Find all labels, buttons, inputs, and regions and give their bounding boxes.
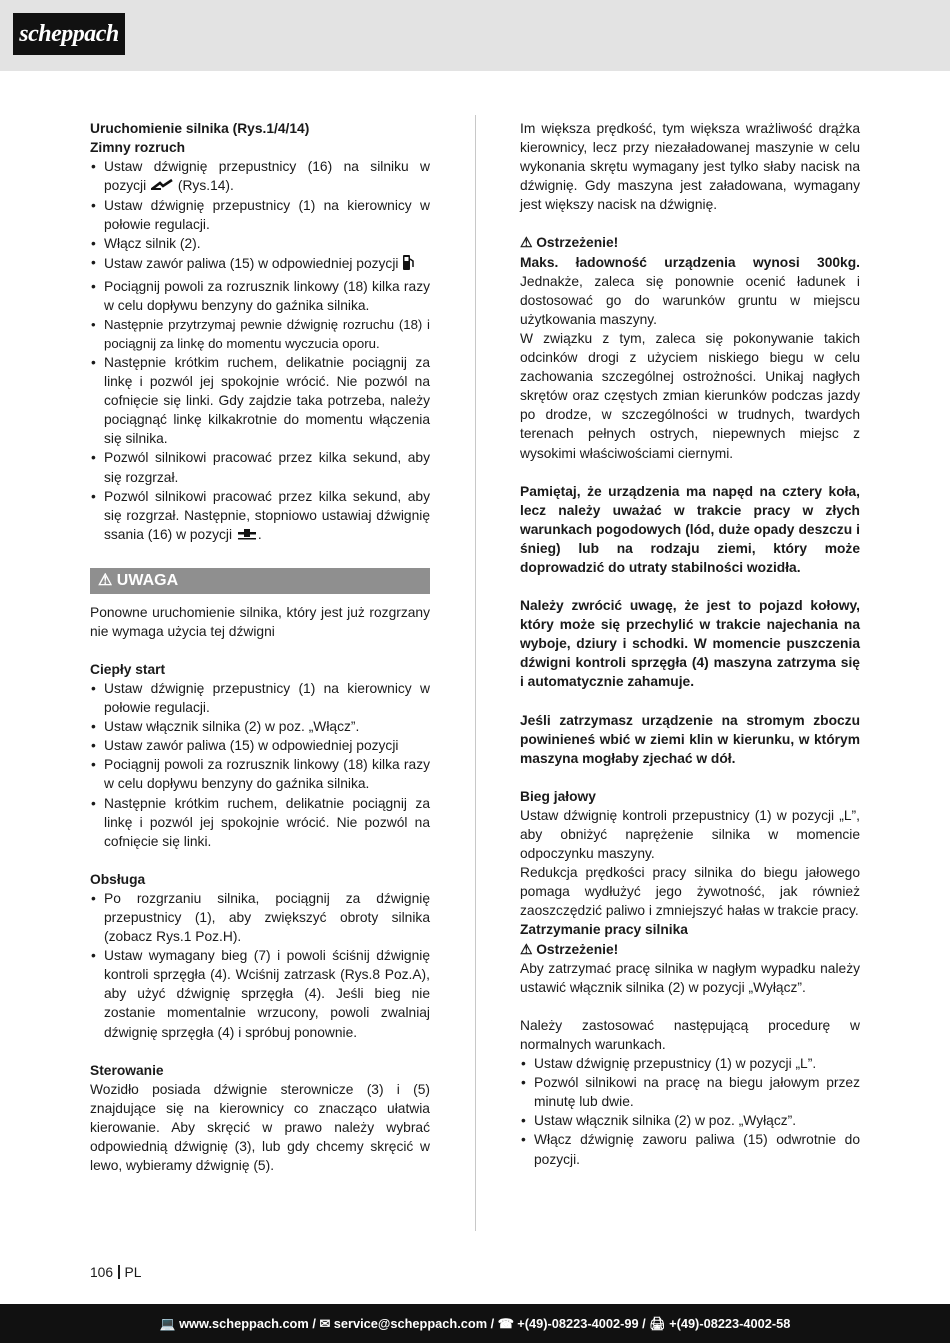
list-item: • Ustaw dźwignię przepustnicy (1) na kierownicy w połowie regulacji. xyxy=(90,196,430,234)
email-link[interactable]: service@scheppach.com xyxy=(333,1316,488,1331)
idle-heading: Bieg jałowy xyxy=(520,788,596,804)
warm-start-list xyxy=(90,679,430,851)
choke-position-icon xyxy=(150,177,174,196)
start-heading: Uruchomienie silnika (Rys.1/4/14) xyxy=(90,121,310,136)
page-header xyxy=(0,0,950,71)
brand-logo: scheppach xyxy=(13,13,125,55)
phone-icon: ☎ xyxy=(497,1316,514,1331)
list-item: • Ustaw wymagany bieg (7) i powoli ściśnij dźwignię kontroli sprzęgła (4). Wciśnij zatrzask (Rys.8 Poz.A), aby użyć dźwignię sprzęgła (4). Jeśli bieg nie zostanie momentalnie wrzucony, powoli zwalniaj dźwignię sprzęgła (4) i spróbuj ponownie. xyxy=(90,946,430,1041)
list-item: • Następnie krótkim ruchem, delikatnie pociągnij za linkę i pozwól jej spokojnie wrócić. Nie pozwól na cofnięcie się linki. xyxy=(90,794,430,851)
spacer xyxy=(520,577,860,596)
list-item: • Ustaw włącznik silnika (2) w poz. „Wyłącz”. xyxy=(520,1111,860,1130)
list-item: • Ustaw zawór paliwa (15) w odpowiedniej pozycji xyxy=(90,253,430,276)
spacer xyxy=(520,214,860,233)
page-separator xyxy=(118,1265,120,1279)
page-footer: 💻 www.scheppach.com / ✉ service@scheppach.com / ☎ +(49)-08223-4002-99 / 🖨 +(49)-08223-4002-58 xyxy=(0,1304,950,1343)
page-number: 106 PL xyxy=(90,1265,142,1280)
list-item: • Następnie przytrzymaj pewnie dźwignię rozruchu (18) i pociągnij za linkę do momentu wyczucia oporu. xyxy=(90,315,430,353)
monitor-icon: 💻 xyxy=(159,1316,176,1331)
list-item: • Pociągnij powoli za rozrusznik linkowy (18) kilka razy w celu dopływu benzyny do gaźnika silnika. xyxy=(90,755,430,793)
list-item: • Po rozgrzaniu silnika, pociągnij za dźwignię przepustnicy (1), aby zwiększyć obroty silnika (zobacz Rys.1 Poz.H). xyxy=(90,889,430,946)
idle-text: Ustaw dźwignię kontroli przepustnicy (1) w pozycji „L”, aby obniżyć naprężenie silnika w momencie odpoczynku maszyny. xyxy=(520,807,860,862)
list-item: • Następnie krótkim ruchem, delikatnie pociągnij za linkę i pozwól jej spokojnie wrócić. Nie pozwól na cofnięcie się linki. Gdy zajdzie taka potrzeba, należy pociągnąć linkę kilkakrotnie do momentu włączenia się silnika. xyxy=(90,353,430,448)
website-link[interactable]: www.scheppach.com xyxy=(179,1316,309,1331)
list-item: • Pozwól silnikowi pracować przez kilka sekund, aby się rozgrzał. Następnie, stopniowo ustawiaj dźwignię ssania (16) w pozycji . xyxy=(90,487,430,545)
list-item: • Ustaw dźwignię przepustnicy (1) na kierownicy w połowie regulacji. xyxy=(90,679,430,717)
terrain-paragraph: W związku z tym, zaleca się pokonywanie takich odcinków drogi z użyciem niskiego biegu w celu zachowania szczególnej ostrożności. Unikaj nagłych skrętów oraz częstych zmian kierunków podczas jazdy po drodze, w szczególności w trudnych, twardych terenach pełnych ostrych, niepewnych miejsc z wysokimi właściwościami ciernymi. xyxy=(520,330,860,461)
email-icon: ✉ xyxy=(319,1316,331,1331)
steering-heading: Sterowanie xyxy=(90,1062,164,1078)
spacer xyxy=(520,463,860,482)
phone-number: +(49)-08223-4002-99 xyxy=(517,1316,639,1331)
column-divider xyxy=(475,115,476,1231)
list-item: • Pozwól silnikowi pracować przez kilka sekund, aby się rozgrzał. xyxy=(90,448,430,486)
stop-heading: Zatrzymanie pracy silnika xyxy=(520,922,688,938)
fax-number: +(49)-08223-4002-58 xyxy=(669,1316,791,1331)
left-column xyxy=(90,119,430,1175)
list-item: • Włącz dźwignię zaworu paliwa (15) odwrotnie do pozycji. xyxy=(520,1130,860,1168)
max-load-paragraph: Maks. ładowność urządzenia wynosi 300kg. Jednakże, zaleca się ponownie ocenić ładunek i dostosować go do warunków gruntu w miejscu użytkowania maszyny. xyxy=(520,254,860,327)
spacer xyxy=(90,1042,430,1061)
uwaga-banner: ⚠ UWAGA xyxy=(90,568,430,594)
stop-list xyxy=(520,1054,860,1169)
warning-icon: ⚠ xyxy=(98,571,113,589)
steering-text: Wozidło posiada dźwignie sterownicze (3) i (5) znajdujące się na kierownicy co znacząco ułatwia kierowanie. Aby skręcić w prawo należy wybrać odpowiednią dźwignię (3), lub gdy chcemy skręcić w lewo, wybieramy dźwignię (5). xyxy=(90,1081,430,1174)
list-item: • Włącz silnik (2). xyxy=(90,234,430,253)
uwaga-text: Ponowne uruchomienie silnika, który jest już rozgrzany nie wymaga użycia tej dźwigni xyxy=(90,604,430,639)
spacer xyxy=(520,768,860,787)
spacer xyxy=(90,851,430,870)
spacer xyxy=(90,545,430,564)
list-item: • Ustaw zawór paliwa (15) w odpowiedniej pozycji xyxy=(90,736,430,755)
list-item: • Ustaw dźwignię przepustnicy (16) na silniku w pozycji (Rys.14). xyxy=(90,157,430,196)
speed-intro: Im większa prędkość, tym większa wrażliwość drążka kierownicy, lecz przy niezaładowanej maszynie w celu wykonania skrętu wymagany jest tylko słaby nacisk na dźwignię. Gdy maszyna jest załadowana, wymagany jest większy nacisk na dźwignię. xyxy=(520,121,860,213)
right-column xyxy=(520,119,860,1169)
cold-start-list xyxy=(90,157,430,545)
four-wheel-notice: Pamiętaj, że urządzenia ma napęd na cztery koła, lecz należy uważać w trakcie pracy w złych warunkach pogodowych (lód, duże opady deszczu i śnieg) lub na rodzaju ziemi, który może doprowadzić do utraty stabilności wozidła. xyxy=(520,483,860,575)
list-item: • Pociągnij powoli za rozrusznik linkowy (18) kilka razy w celu dopływu benzyny do gaźnika silnika. xyxy=(90,277,430,315)
spacer xyxy=(520,692,860,711)
stop-text: Aby zatrzymać pracę silnika w nagłym wypadku należy ustawić włącznik silnika (2) w pozycji „Wyłącz”. xyxy=(520,960,860,995)
service-heading: Obsługa xyxy=(90,871,146,887)
warm-start-heading: Ciepły start xyxy=(90,661,166,677)
fuel-pump-icon xyxy=(402,253,414,276)
warning-heading: ⚠ Ostrzeżenie! xyxy=(520,235,619,251)
list-item: • Pozwól silnikowi na pracę na biegu jałowym przez minutę lub dwie. xyxy=(520,1073,860,1111)
list-item: • Ustaw włącznik silnika (2) w poz. „Włącz”. xyxy=(90,717,430,736)
spacer xyxy=(90,641,430,660)
tipping-notice: Należy zwrócić uwagę, że jest to pojazd kołowy, który może się przechylić w trakcie najechania na wyboje, dziury i schodki. W momencie puszczenia dźwigni kontroli sprzęgła (4) maszyna zatrzyma się i automatycznie zahamuje. xyxy=(520,598,860,690)
list-item: • Ustaw dźwignię przepustnicy (1) w pozycji „L”. xyxy=(520,1054,860,1073)
slope-notice: Jeśli zatrzymasz urządzenie na stromym zboczu powinieneś wbić w ziemi klin w kierunku, w którym maszyna mogłaby zjechać w dół. xyxy=(520,712,860,766)
idle-text-2: Redukcja prędkości pracy silnika do biegu jałowego pomaga wydłużyć jego żywotność, jak również zaoszczędzić paliwo i zmniejszyć hałas w trakcie pracy. xyxy=(520,865,860,919)
cold-start-heading: Zimny rozruch xyxy=(90,140,186,156)
choke-open-icon xyxy=(236,526,258,545)
fax-icon: 🖨 xyxy=(649,1316,666,1331)
service-list xyxy=(90,889,430,1042)
warning-heading-2: ⚠ Ostrzeżenie! xyxy=(520,941,619,957)
normal-procedure-text: Należy zastosować następującą procedurę w normalnych warunkach. xyxy=(520,1017,860,1052)
spacer xyxy=(520,997,860,1016)
